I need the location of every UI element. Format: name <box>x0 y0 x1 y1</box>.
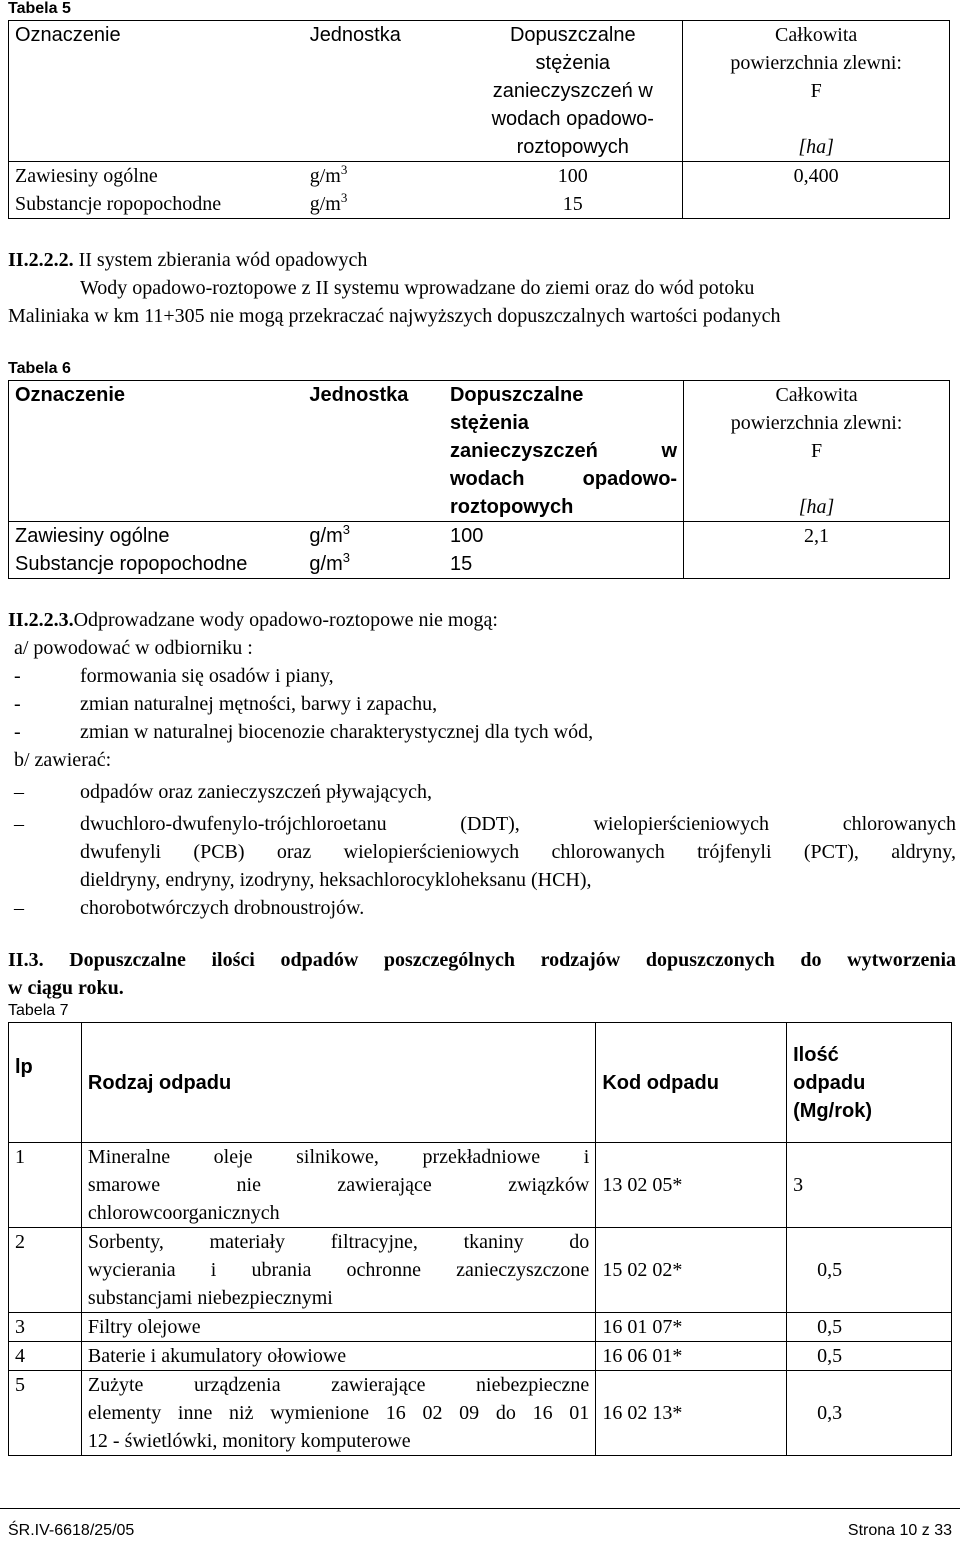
t6-row1-unit: $g/m^3$ <box>309 522 350 547</box>
t6-row1-value: 100 <box>449 525 484 547</box>
t5-row1-value: 100 <box>557 165 588 187</box>
list-item: – dwuchloro-dwufenylo-trójchloroetanu (DDT), wielopierścieniowych chlorowanych dwufenyli (PCB) oraz wielopierścieniowych chlorowanych trójfenyli (PCT), aldryny, dieldryny, endryny, izodryny, heksachlorocykloheksanu (HCH), <box>14 813 956 891</box>
list-item: - formowania się osadów i piany, <box>14 665 334 687</box>
t7-header-rodzaj: Rodzaj odpadu <box>81 1023 595 1143</box>
table-row: 2 Sorbenty, materiały filtracyjne, tkaniny do wycierania i ubrania ochronne zanieczyszczone substancjami niebezpiecznymi 15 02 02* 0,5 <box>9 1228 952 1313</box>
t6-header-stezenia: Dopuszczalne stężenia zanieczyszczeń w wodach opadowo- roztopowych <box>444 381 684 522</box>
t6-header-oznaczenie: Oznaczenie <box>9 381 304 522</box>
t5-header-stezenia: Dopuszczalne stężenia zanieczyszczeń w wodach opadowo- roztopowych <box>463 21 683 162</box>
footer-divider <box>0 1508 960 1509</box>
list-item: – chorobotwórczych drobnoustrojów. <box>14 897 365 919</box>
section-2223-heading: II.2.2.3.Odprowadzane wody opadowo-roztopowe nie mogą: <box>8 609 498 631</box>
table-5 <box>8 20 950 219</box>
t5-header-oznaczenie: Oznaczenie <box>9 21 304 162</box>
table-row: 5 Zużyte urządzenia zawierające niebezpieczne elementy inne niż wymienione 16 02 09 do 16 01 12 - świetlówki, monitory komputerowe 16 02 13* 0,3 <box>9 1371 952 1456</box>
t6-area: 2,1 <box>684 522 950 579</box>
t6-row2-value: 15 <box>444 550 684 579</box>
t6-row1-name: Zawiesiny ogólne <box>9 522 304 551</box>
t5-row2-unit: $g/m^3$ <box>304 190 464 219</box>
section-2223-a-label: a/ powodować w odbiorniku : <box>14 637 253 659</box>
section-2222-heading: II.2.2.2. II system zbierania wód opadowych <box>8 249 368 271</box>
t6-header-jednostka: Jednostka <box>303 381 444 522</box>
t5-row1-name: Zawiesiny ogólne <box>9 162 304 191</box>
table-7-caption: Tabela 7 <box>8 1002 69 1019</box>
t5-area: 0,400 <box>683 162 950 219</box>
section-23-heading: II.3. Dopuszczalne ilości odpadów poszczególnych rodzajów dopuszczonych do wytworzenia w ciągu roku. <box>8 949 956 999</box>
section-2222-line2: Maliniaka w km 11+305 nie mogą przekraczać najwyższych dopuszczalnych wartości podanych <box>8 305 781 327</box>
section-2222-line1: Wody opadowo-roztopowe z II systemu wprowadzane do ziemi oraz do wód potoku <box>80 277 755 299</box>
table-row: 1 Mineralne oleje silnikowe, przekładniowe i smarowe nie zawierające związków chlorowcoorganicznych 13 02 05* 3 <box>9 1143 952 1228</box>
t6-header-powierzchnia: Całkowita powierzchnia zlewni: F [ha] <box>684 381 950 522</box>
table-row: 4 Baterie i akumulatory ołowiowe 16 06 01* 0,5 <box>9 1342 952 1371</box>
section-2223 <box>8 606 956 922</box>
table-6-caption: Tabela 6 <box>8 360 71 377</box>
table-7 <box>8 1022 952 1456</box>
t7-header-kod: Kod odpadu <box>596 1023 787 1143</box>
footer-page-number: Strona 10 z 33 <box>847 1522 952 1539</box>
list-item: - zmian naturalnej mętności, barwy i zapachu, <box>14 693 438 715</box>
t5-header-powierzchnia: Całkowita powierzchnia zlewni: F [ha] <box>683 21 950 162</box>
t7-header-ilosc: Ilość odpadu (Mg/rok) <box>787 1023 952 1143</box>
t7-header-lp: lp <box>9 1023 82 1143</box>
list-item: – odpadów oraz zanieczyszczeń pływających, <box>14 781 433 803</box>
table-5-caption: Tabela 5 <box>8 0 71 17</box>
t5-header-jednostka: Jednostka <box>304 21 464 162</box>
section-2223-b-label: b/ zawierać: <box>14 749 112 771</box>
t5-row1-unit: $g/m^3$ <box>309 162 348 187</box>
footer-reference: ŚR.IV-6618/25/05 <box>8 1522 135 1539</box>
list-item: - zmian w naturalnej biocenozie charakterystycznej dla tych wód, <box>14 721 594 743</box>
table-6 <box>8 380 950 579</box>
t5-row2-value: 15 <box>463 190 683 219</box>
t5-row2-name: Substancje ropopochodne <box>9 190 304 219</box>
t6-row2-name: Substancje ropopochodne <box>9 550 304 579</box>
t6-row2-unit: $g/m^3$ <box>303 550 444 579</box>
table-row: 3 Filtry olejowe 16 01 07* 0,5 <box>9 1313 952 1342</box>
